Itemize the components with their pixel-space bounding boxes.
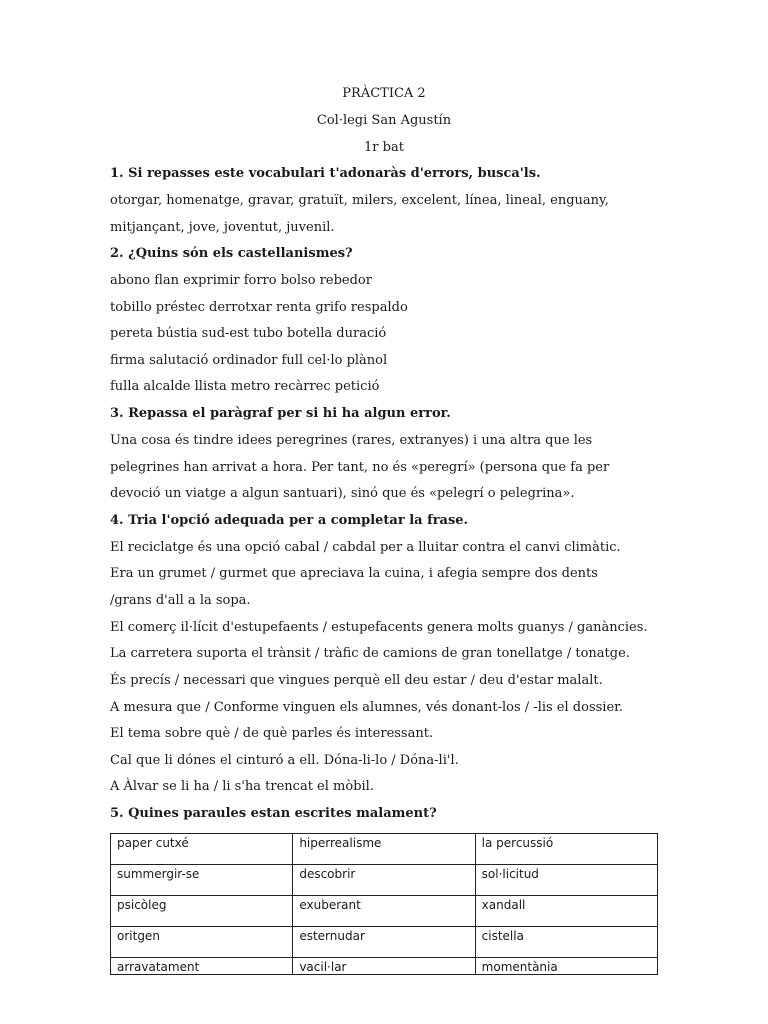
section-2-line: abono flan exprimir forro bolso rebedor [110,273,372,288]
school-name: Col·legi San Agustín [316,113,452,128]
table-cell: cistella [475,927,657,958]
table-cell: psicòleg [111,896,293,927]
table-cell: paper cutxé [111,834,293,865]
section-4-line: És precís / necessari que vingues perquè ell deu estar / deu d'estar malalt. [110,673,603,688]
table-row [111,834,658,865]
section-2-line: tobillo préstec derrotxar renta grifo respaldo [110,300,408,315]
section-1-heading: 1. Si repasses este vocabulari t'adonaràs d'errors, busca'ls. [110,166,541,181]
section-4-line: La carretera suporta el trànsit / tràfic de camions de gran tonellatge / tonatge. [110,646,630,661]
table-row [111,958,658,975]
table-cell: esternudar [293,927,475,958]
table-cell: oritgen [111,927,293,958]
section-2-heading: 2. ¿Quins són els castellanismes? [110,246,353,261]
section-4-line: A Àlvar se li ha / li s'ha trencat el mòbil. [110,779,374,794]
section-2-line: firma salutació ordinador full cel·lo plànol [110,353,388,368]
section-3-line: devoció un viatge a algun santuari), sinó que és «pelegrí o pelegrina». [110,486,575,501]
table-cell: hiperrealisme [293,834,475,865]
table-row [111,927,658,958]
table-cell: sol·licitud [475,865,657,896]
section-4-line: A mesura que / Conforme vinguen els alumnes, vés donant-los / -lis el dossier. [110,700,624,715]
table-row [111,865,658,896]
document-title: PRÀCTICA 2 [342,86,426,101]
section-3-line: pelegrines han arrivat a hora. Per tant, no és «peregrí» (persona que fa per [110,460,610,475]
course-label: 1r bat [364,140,404,155]
section-4-line: El tema sobre què / de què parles és interessant. [110,726,434,741]
section-3-heading: 3. Repassa el paràgraf per si hi ha algun error. [110,406,451,421]
table-cell: descobrir [293,865,475,896]
section-4-line: Cal que li dónes el cinturó a ell. Dóna-li-lo / Dóna-li'l. [110,753,459,768]
section-4-line: /grans d'all a la sopa. [110,593,251,608]
section-2-line: pereta bústia sud-est tubo botella duració [110,326,387,341]
table-cell: exuberant [293,896,475,927]
section-1-line: mitjançant, jove, joventut, juvenil. [110,220,335,235]
section-2-line: fulla alcalde llista metro recàrrec petició [110,379,380,394]
section-4-line: El reciclatge és una opció cabal / cabdal per a lluitar contra el canvi climàtic. [110,540,621,555]
section-1-line: otorgar, homenatge, gravar, gratuït, milers, excelent, línea, lineal, enguany, [110,193,609,208]
table-cell: summergir-se [111,865,293,896]
table-cell: xandall [475,896,657,927]
table-cell: momentània [475,958,657,975]
section-3-line: Una cosa és tindre idees peregrines (rares, extranyes) i una altra que les [110,433,593,448]
table-cell: la percussió [475,834,657,865]
section-4-heading: 4. Tria l'opció adequada per a completar la frase. [110,513,469,528]
section-4-line: El comerç il·lícit d'estupefaents / estupefacents genera molts guanys / ganàncies. [110,620,648,635]
section-5-heading: 5. Quines paraules estan escrites malament? [110,806,437,821]
table-cell: vacil·lar [293,958,475,975]
word-table [110,833,658,975]
section-4-line: Era un grumet / gurmet que apreciava la cuina, i afegia sempre dos dents [110,566,598,581]
table-row [111,896,658,927]
table-cell: arravatament [111,958,293,975]
